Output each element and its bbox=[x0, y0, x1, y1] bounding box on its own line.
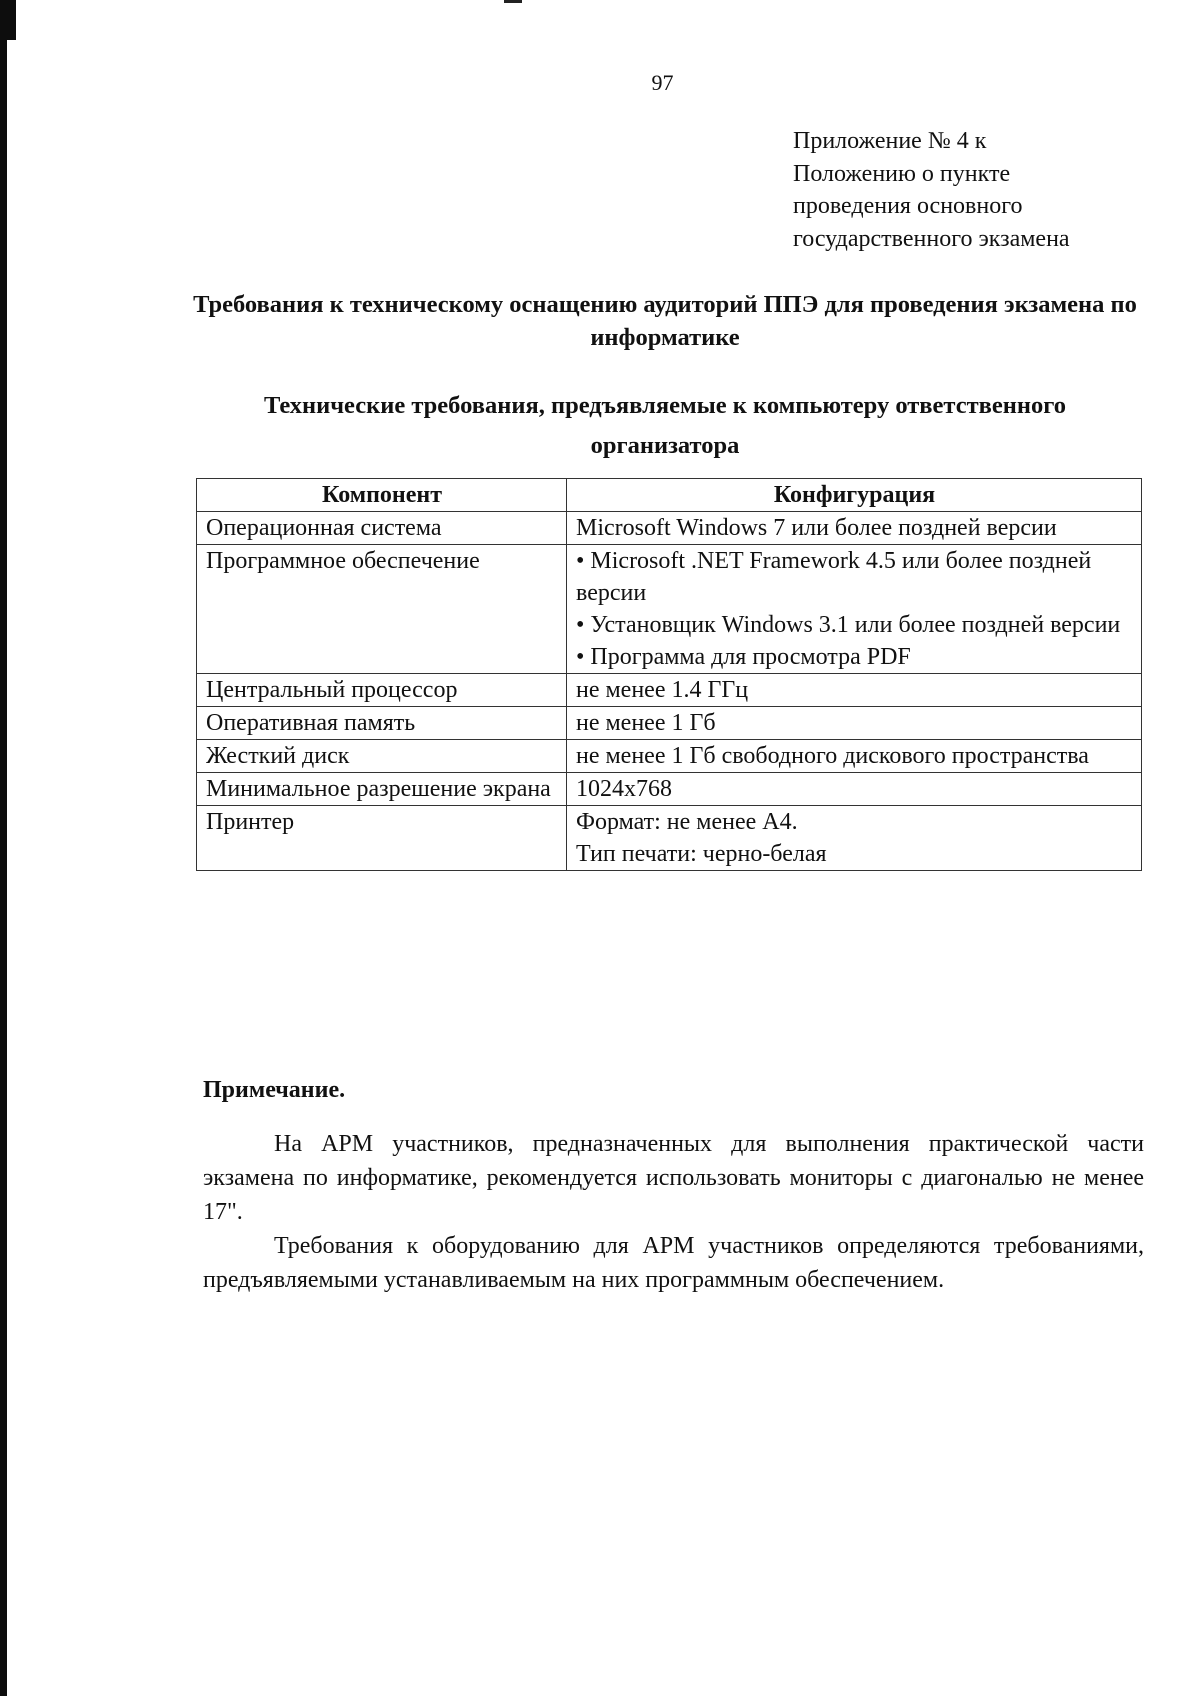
configuration-cell: не менее 1 Гб свободного дискового пространства bbox=[567, 740, 1142, 773]
table-row bbox=[197, 674, 1142, 707]
component-cell: Программное обеспечение bbox=[197, 545, 567, 674]
configuration-cell: не менее 1.4 ГГц bbox=[567, 674, 1142, 707]
appendix-line: проведения основного bbox=[793, 193, 1023, 219]
note-body bbox=[203, 1127, 1144, 1297]
note-paragraph: На АРМ участников, предназначенных для выполнения практической части экзамена по информатике, рекомендуется использовать мониторы с диагональю не менее 17". bbox=[203, 1131, 1144, 1225]
component-cell: Центральный процессор bbox=[197, 674, 567, 707]
appendix-line: государственного экзамена bbox=[793, 225, 1070, 252]
configuration-cell bbox=[567, 806, 1142, 871]
appendix-reference bbox=[793, 125, 1070, 255]
configuration-cell: Microsoft Windows 7 или более поздней версии bbox=[567, 512, 1142, 545]
table-row bbox=[197, 545, 1142, 674]
scan-mark bbox=[504, 0, 522, 3]
component-cell: Оперативная память bbox=[197, 707, 567, 740]
scan-edge-top bbox=[0, 0, 16, 40]
note-paragraph: Требования к оборудованию для АРМ участников определяются требованиями, предъявляемыми устанавливаемым на них программным обеспечением. bbox=[203, 1233, 1144, 1293]
table-row bbox=[197, 740, 1142, 773]
component-cell: Принтер bbox=[197, 806, 567, 871]
table-header-row bbox=[197, 479, 1142, 512]
table-title: Технические требования, предъявляемые к компьютеру ответственного организатора bbox=[263, 392, 1067, 459]
column-header-configuration: Конфигурация bbox=[567, 479, 1142, 512]
list-item: • Программа для просмотра PDF bbox=[576, 641, 1133, 673]
table-row bbox=[197, 773, 1142, 806]
component-cell: Минимальное разрешение экрана bbox=[197, 773, 567, 806]
note-heading: Примечание. bbox=[203, 1077, 346, 1103]
config-line: Формат: не менее А4. bbox=[576, 809, 798, 835]
software-list bbox=[576, 545, 1133, 673]
requirements-table bbox=[196, 478, 1142, 871]
list-item: • Microsoft .NET Framework 4.5 или более поздней версии bbox=[576, 545, 1133, 609]
table-row bbox=[197, 707, 1142, 740]
configuration-cell: не менее 1 Гб bbox=[567, 707, 1142, 740]
configuration-cell: 1024x768 bbox=[567, 773, 1142, 806]
table-row bbox=[197, 512, 1142, 545]
component-cell: Жесткий диск bbox=[197, 740, 567, 773]
appendix-line: Положению о пункте bbox=[793, 160, 1011, 187]
appendix-line: Приложение № 4 к bbox=[793, 128, 987, 154]
column-header-component: Компонент bbox=[197, 479, 567, 512]
list-item: • Установщик Windows 3.1 или более поздней версии bbox=[576, 609, 1133, 641]
page-number: 97 bbox=[651, 70, 674, 95]
component-cell: Операционная система bbox=[197, 512, 567, 545]
config-line: Тип печати: черно-белая bbox=[576, 841, 827, 867]
scan-edge bbox=[0, 0, 7, 1696]
configuration-cell bbox=[567, 545, 1142, 674]
document-title: Требования к техническому оснащению аудиторий ППЭ для проведения экзамена по информатике bbox=[193, 291, 1137, 351]
table-row bbox=[197, 806, 1142, 871]
